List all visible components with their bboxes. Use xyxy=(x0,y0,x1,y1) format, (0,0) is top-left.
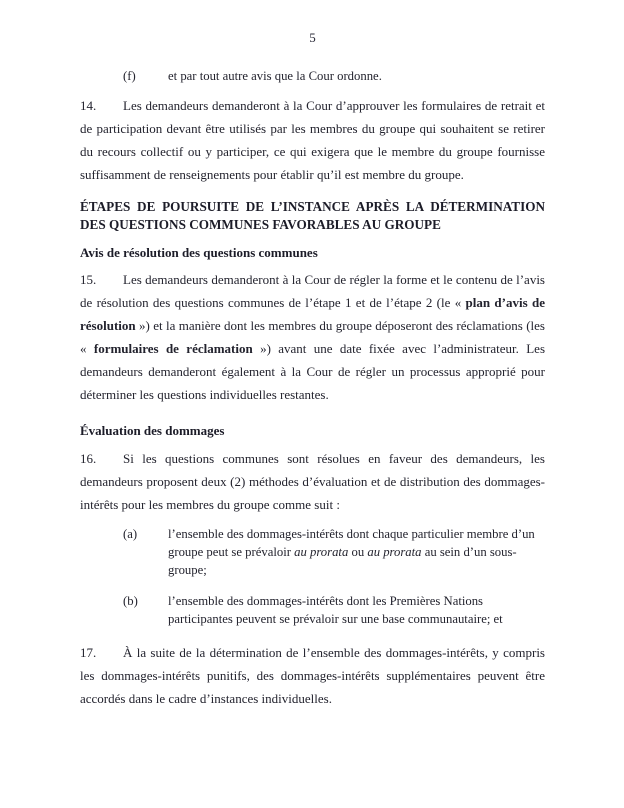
list-item-f-marker: (f) xyxy=(123,69,136,83)
page-number: 5 xyxy=(309,30,316,45)
list-item-f-text: et par tout autre avis que la Cour ordonne. xyxy=(168,69,382,83)
paragraph-16-number: 16. xyxy=(80,451,97,466)
paragraph-17-text: À la suite de la détermination de l’ensemble des dommages-intérêts, y compris les dommages-intérêts punitifs, des dommages-intérêts supplémentaires peuvent être accordés dans le cadre d’instances individuelles. xyxy=(80,645,545,706)
list-item-a xyxy=(123,525,545,579)
paragraph-17-number: 17. xyxy=(80,645,97,660)
paragraph-15 xyxy=(80,268,545,406)
paragraph-15-text: Les demandeurs demanderont à la Cour de régler la forme et le contenu de l’avis de résolution des questions communes de l’étape 1 et de l’étape 2 (le « plan d’avis de résolution ») et la manière dont les membres du groupe déposeront des réclamations (les « formulaires de réclamation ») avant une date fixée avec l’administrateur. Les demandeurs demanderont également à la Cour de régler un processus approprié pour déterminer les questions individuelles restantes. xyxy=(80,272,546,402)
list-item-a-text: l’ensemble des dommages-intérêts dont chaque particulier membre d’un groupe peut se prévaloir au prorata ou au prorata au sein d’un sous-groupe; xyxy=(168,527,535,577)
paragraph-17 xyxy=(80,641,545,710)
paragraph-15-number: 15. xyxy=(80,272,97,287)
list-item-f xyxy=(123,67,545,85)
list-item-a-marker: (a) xyxy=(123,527,138,541)
list-item-b-text: l’ensemble des dommages-intérêts dont les Premières Nations participantes peuvent se prévaloir sur une base communautaire; et xyxy=(168,594,503,626)
subheading-avis-resolution: Avis de résolution des questions communes xyxy=(80,245,318,260)
paragraph-16-text: Si les questions communes sont résolues en faveur des demandeurs, les demandeurs proposent deux (2) méthodes d’évaluation et de distribution des dommages-intérêts pour les membres du groupe comme suit : xyxy=(80,451,545,512)
list-item-b xyxy=(123,592,545,628)
list-item-b-marker: (b) xyxy=(123,594,138,608)
paragraph-16 xyxy=(80,447,545,516)
paragraph-14-text: Les demandeurs demanderont à la Cour d’approuver les formulaires de retrait et de participation devant être utilisés par les membres du groupe qui souhaitent se retirer du recours collectif ou y participer, ce qui exigera que le membre du groupe fournisse suffisamment de renseignements pour établir qu’il est membre du groupe. xyxy=(80,98,545,182)
subheading-evaluation-dommages: Évaluation des dommages xyxy=(80,423,225,438)
paragraph-14-number: 14. xyxy=(80,98,97,113)
section-heading: ÉTAPES DE POURSUITE DE L’INSTANCE APRÈS LA DÉTERMINATION DES QUESTIONS COMMUNES FAVORABLES AU GROUPE xyxy=(80,199,545,232)
paragraph-14 xyxy=(80,94,545,186)
